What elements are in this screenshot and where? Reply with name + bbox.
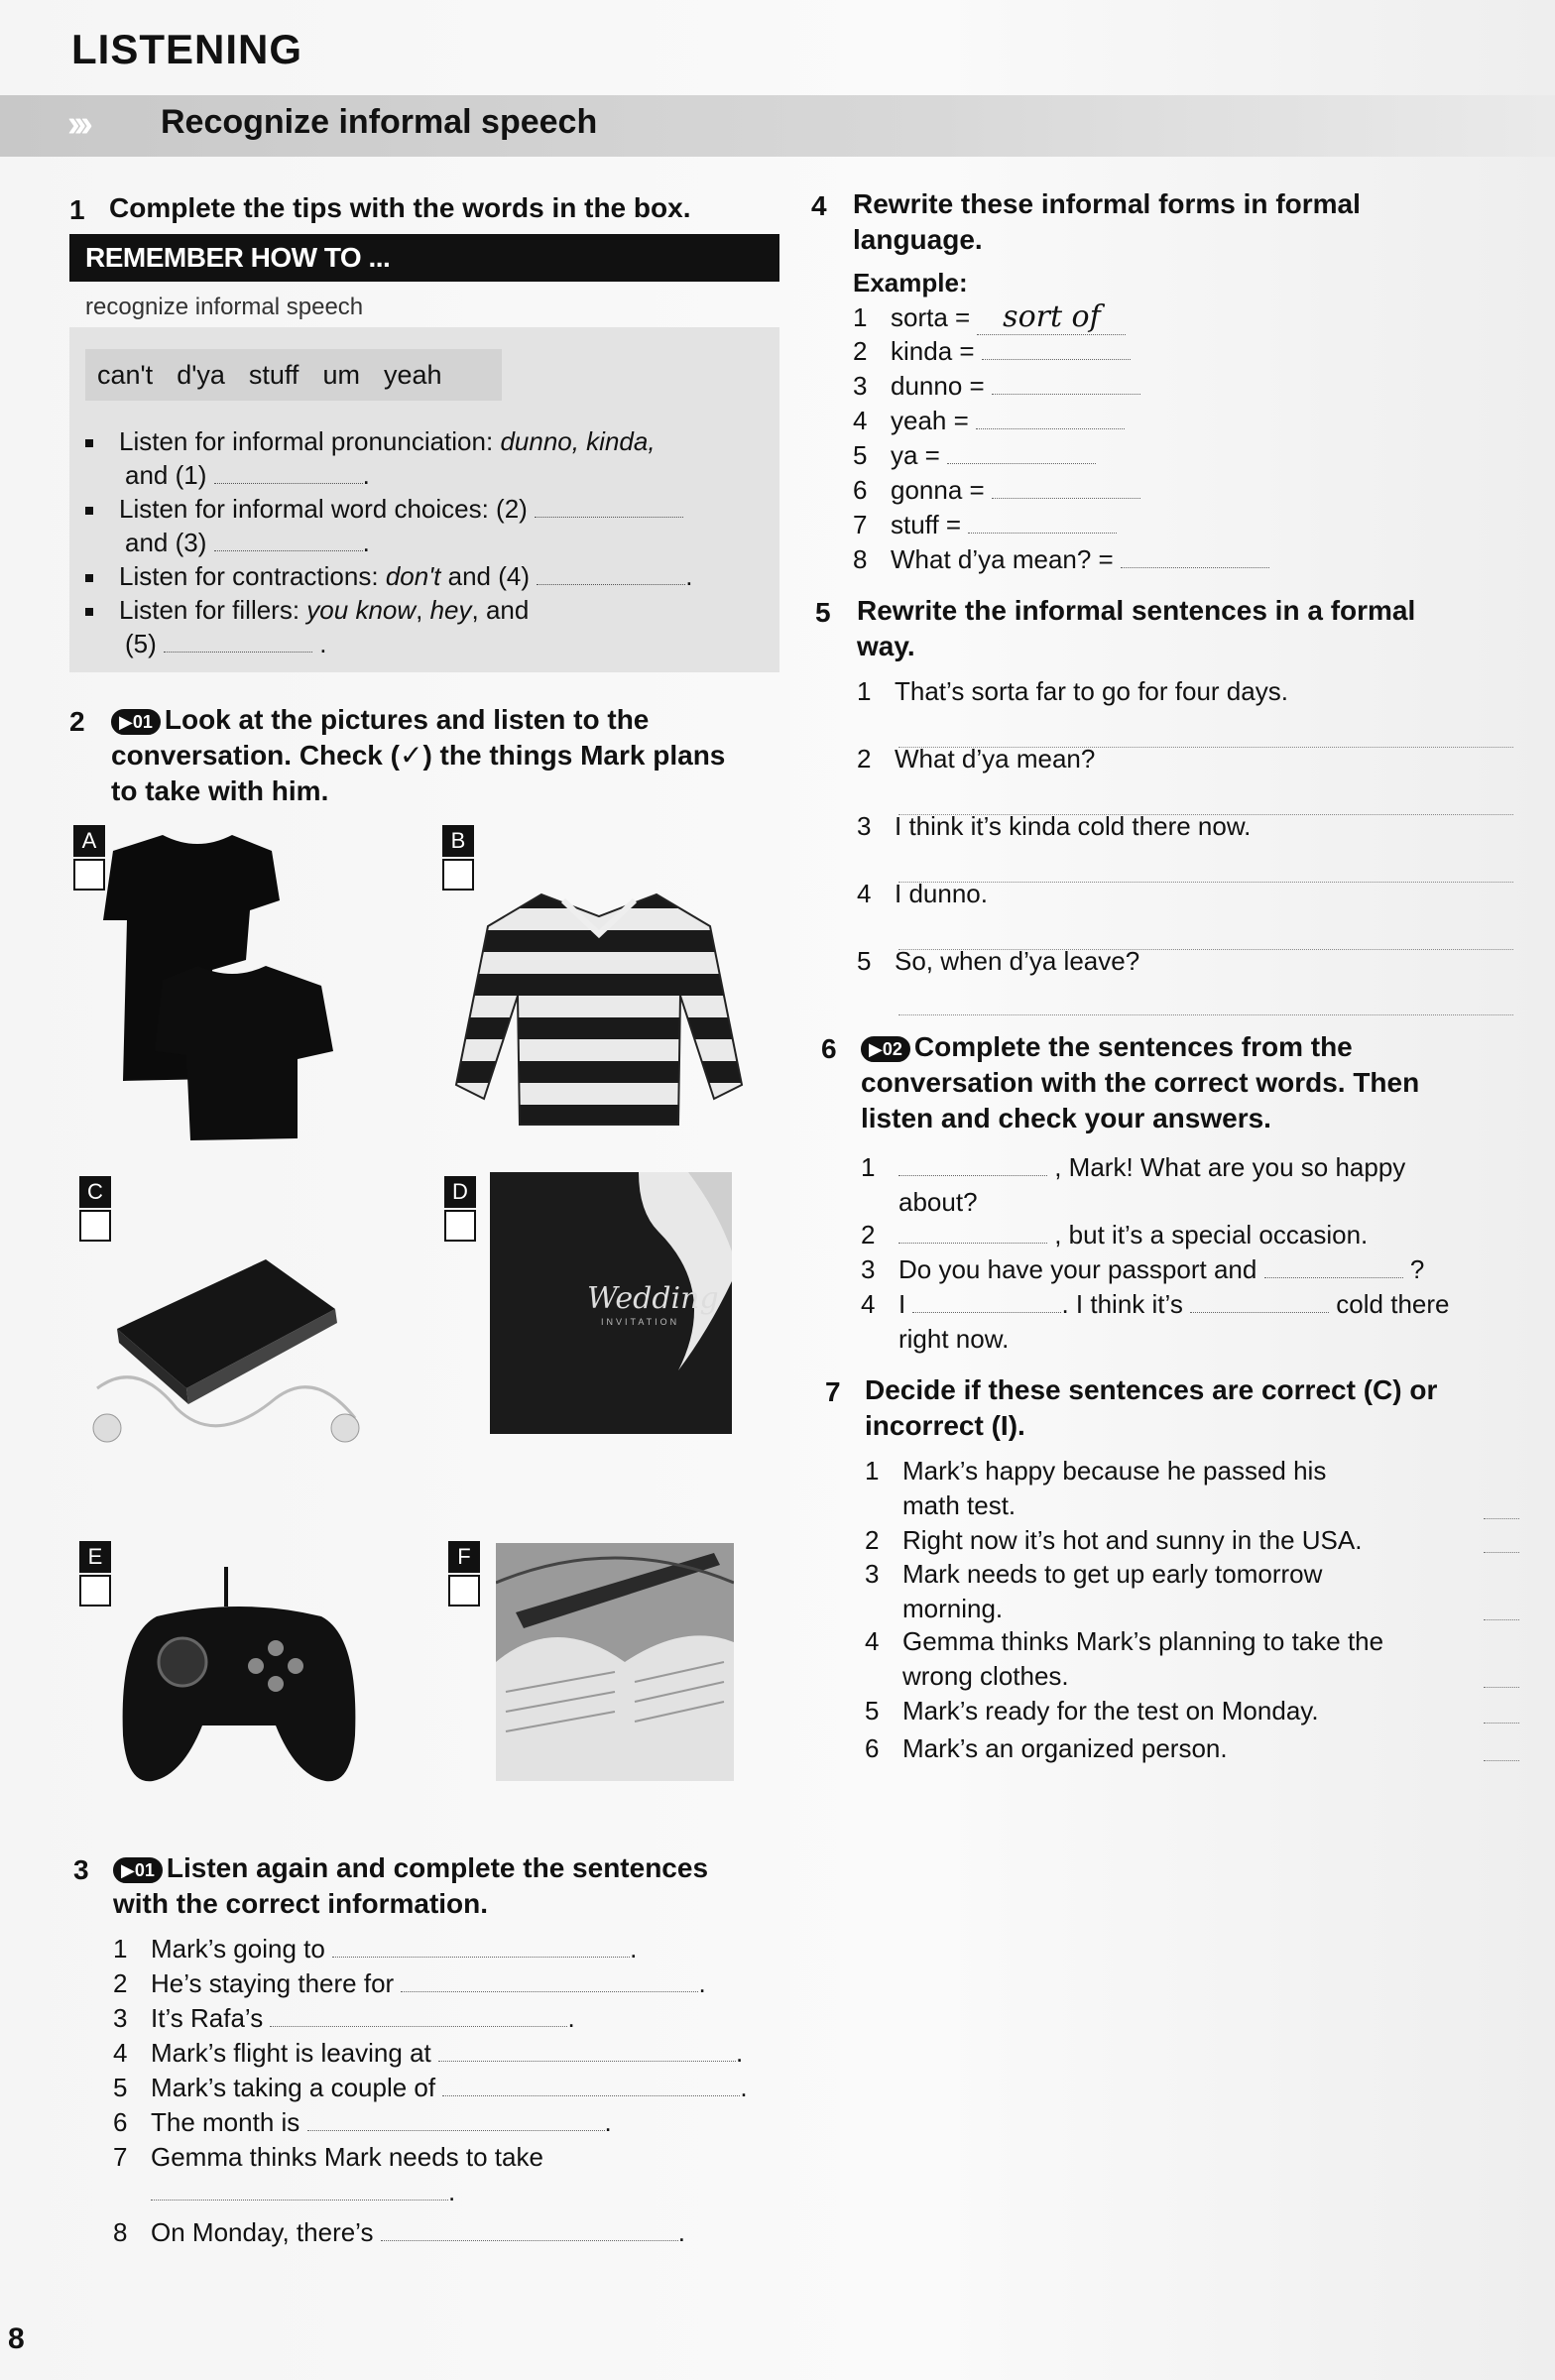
blank-5[interactable] xyxy=(164,652,312,653)
ex7-item-4: 4 Gemma thinks Mark’s planning to take the wrong clothes. xyxy=(865,1626,1384,1691)
ex6-instruction: ▶02 Complete the sentences from the conversation with the correct words. Then listen and check your answers. xyxy=(861,1031,1420,1133)
book-and-pen-image xyxy=(496,1543,734,1781)
picture-f-label: F xyxy=(448,1541,480,1573)
invitation-title: Wedding xyxy=(587,1281,719,1316)
ex6-number: 6 xyxy=(821,1033,837,1064)
ex4-item-3: 3 dunno = xyxy=(853,369,1140,404)
answer-blank[interactable] xyxy=(1484,1759,1519,1761)
picture-e-checkbox[interactable] xyxy=(79,1575,111,1606)
ex3-item-2: 2 He’s staying there for . xyxy=(113,1968,706,1998)
ex2-number: 2 xyxy=(69,706,85,737)
ex7-item-5: 5 Mark’s ready for the test on Monday. xyxy=(865,1696,1319,1726)
ex5-item-5: 5 So, when d’ya leave? xyxy=(857,946,1140,976)
answer-line[interactable] xyxy=(898,1013,1513,1015)
answer-blank[interactable] xyxy=(898,1243,1047,1244)
answer-blank[interactable] xyxy=(912,1312,1061,1313)
answer-blank[interactable] xyxy=(151,2200,448,2201)
picture-a-checkbox[interactable] xyxy=(73,859,105,891)
t-shirts-image xyxy=(103,831,341,1140)
word: yeah xyxy=(383,360,442,390)
ex5-item-3: 3 I think it’s kinda cold there now. xyxy=(857,811,1252,841)
ex4-item-8: 8 What d’ya mean? = xyxy=(853,542,1269,577)
answer-blank[interactable] xyxy=(898,1175,1047,1176)
ex3-instruction: ▶01 Listen again and complete the sentences with the correct information. xyxy=(113,1852,709,1919)
ex5-item-2: 2 What d’ya mean? xyxy=(857,744,1096,774)
ex4-number: 4 xyxy=(811,190,827,221)
remember-subtitle: recognize informal speech xyxy=(85,294,364,320)
answer-blank[interactable] xyxy=(1264,1277,1403,1278)
page-number: 8 xyxy=(8,2322,25,2355)
remember-label: REMEMBER HOW TO ... xyxy=(69,234,779,282)
picture-d-checkbox[interactable] xyxy=(444,1210,476,1242)
blank-3[interactable] xyxy=(214,550,363,551)
ex3-item-1: 1 Mark’s going to . xyxy=(113,1934,638,1964)
example-answer: sort of xyxy=(977,299,1126,335)
ex3-item-4: 4 Mark’s flight is leaving at . xyxy=(113,2038,744,2068)
section-title: LISTENING xyxy=(71,26,303,72)
mp3-player-image xyxy=(77,1240,375,1458)
word: d'ya xyxy=(177,360,225,390)
striped-sweater-image xyxy=(452,887,746,1134)
ex3-item-5: 5 Mark’s taking a couple of . xyxy=(113,2073,748,2102)
ex3-number: 3 xyxy=(73,1854,89,1885)
answer-blank[interactable] xyxy=(438,2061,736,2062)
ex4-item-2: 2 kinda = xyxy=(853,334,1131,369)
answer-blank[interactable] xyxy=(307,2130,605,2131)
ex7-number: 7 xyxy=(825,1376,841,1407)
picture-a-label: A xyxy=(73,825,105,857)
ex5-item-1: 1 That’s sorta far to go for four days. xyxy=(857,676,1288,706)
answer-blank[interactable] xyxy=(1484,1722,1519,1724)
wedding-invitation-image xyxy=(490,1172,732,1434)
ex6-item-3: 3 Do you have your passport and ? xyxy=(861,1254,1425,1284)
ex2-instruction: ▶01 Look at the pictures and listen to the conversation. Check (✓) the things Mark plans to take with him. xyxy=(111,704,726,806)
ex5-instruction: Rewrite the informal sentences in a formal way. xyxy=(857,595,1416,661)
ex3-item-3: 3 It’s Rafa’s . xyxy=(113,2003,575,2033)
answer-blank[interactable] xyxy=(401,1991,698,1992)
audio-track-icon[interactable]: ▶01 xyxy=(113,1857,163,1883)
answer-blank[interactable] xyxy=(1484,1686,1519,1688)
tip-2: Listen for informal word choices: (2) and (3) . xyxy=(85,492,760,559)
audio-track-icon[interactable]: ▶01 xyxy=(111,709,161,735)
answer-blank[interactable] xyxy=(992,394,1140,395)
ex4-item-4: 4 yeah = xyxy=(853,404,1125,438)
example-label: Example: xyxy=(853,268,968,298)
ex1-instruction: Complete the tips with the words in the box. xyxy=(109,192,691,223)
bullet-icon xyxy=(85,507,93,515)
ex3-item-8: 8 On Monday, there’s . xyxy=(113,2217,685,2247)
bullet-icon xyxy=(85,574,93,582)
ex4-instruction: Rewrite these informal forms in formal language. xyxy=(853,188,1361,255)
ex6-item-4: 4 I . I think it’s cold there right now. xyxy=(861,1289,1450,1354)
ex5-item-4: 4 I dunno. xyxy=(857,879,988,908)
ex5-number: 5 xyxy=(815,597,831,628)
ex7-item-6: 6 Mark’s an organized person. xyxy=(865,1733,1228,1763)
bullet-icon xyxy=(85,439,93,447)
word: stuff xyxy=(248,360,299,390)
picture-c-label: C xyxy=(79,1176,111,1208)
ex4-item-5: 5 ya = xyxy=(853,438,1096,473)
ex6-item-1: 1 , Mark! What are you so happy about? xyxy=(861,1152,1406,1217)
ex4-item-6: 6 gonna = xyxy=(853,473,1140,508)
answer-blank[interactable] xyxy=(1190,1312,1329,1313)
tip-3: Listen for contractions: don't and (4) . xyxy=(85,559,760,593)
ex6-item-2: 2 , but it’s a special occasion. xyxy=(861,1220,1369,1250)
ex4-item-1: 1 sorta = sort of xyxy=(853,299,1126,335)
ex3-item-7: 7 Gemma thinks Mark needs to take . xyxy=(113,2142,543,2206)
answer-blank[interactable] xyxy=(1121,567,1269,568)
answer-blank[interactable] xyxy=(381,2240,678,2241)
ex7-instruction: Decide if these sentences are correct (C) or incorrect (I). xyxy=(865,1374,1438,1441)
ex3-item-6: 6 The month is . xyxy=(113,2107,612,2137)
blank-2[interactable] xyxy=(535,517,683,518)
blank-4[interactable] xyxy=(537,584,685,585)
picture-f-checkbox[interactable] xyxy=(448,1575,480,1606)
word-box xyxy=(85,349,502,401)
tip-1: Listen for informal pronunciation: dunno, kinda, and (1) . xyxy=(85,424,760,492)
picture-e-label: E xyxy=(79,1541,111,1573)
answer-blank[interactable] xyxy=(1484,1618,1519,1620)
answer-blank[interactable] xyxy=(976,428,1125,429)
ex7-item-3: 3 Mark needs to get up early tomorrow morning. xyxy=(865,1559,1323,1623)
answer-blank[interactable] xyxy=(442,2095,740,2096)
ex7-item-2: 2 Right now it’s hot and sunny in the USA. xyxy=(865,1525,1363,1555)
answer-blank[interactable] xyxy=(1484,1517,1519,1519)
bullet-icon xyxy=(85,608,93,616)
ex4-item-7: 7 stuff = xyxy=(853,508,1117,542)
picture-b-label: B xyxy=(442,825,474,857)
tip-4: Listen for fillers: you know, hey, and (5) . xyxy=(85,593,760,660)
game-controller-image xyxy=(117,1567,361,1811)
answer-blank[interactable] xyxy=(968,533,1117,534)
answer-blank[interactable] xyxy=(1484,1551,1519,1553)
answer-blank[interactable] xyxy=(982,359,1131,360)
invitation-subtitle: INVITATION xyxy=(601,1317,680,1327)
picture-d-label: D xyxy=(444,1176,476,1208)
answer-blank[interactable] xyxy=(947,463,1096,464)
ex7-item-1: 1 Mark’s happy because he passed his math test. xyxy=(865,1456,1327,1520)
answer-line[interactable] xyxy=(898,881,1513,883)
word: can't xyxy=(97,360,154,390)
banner-title: Recognize informal speech xyxy=(161,103,598,141)
chevrons-icon: ››› xyxy=(67,103,87,145)
answer-blank[interactable] xyxy=(992,498,1140,499)
ex1-number: 1 xyxy=(69,194,85,225)
word: um xyxy=(322,360,360,390)
blank-1[interactable] xyxy=(214,483,363,484)
answer-blank[interactable] xyxy=(270,2026,567,2027)
answer-blank[interactable] xyxy=(332,1957,630,1958)
audio-track-icon[interactable]: ▶02 xyxy=(861,1036,910,1062)
picture-c-checkbox[interactable] xyxy=(79,1210,111,1242)
